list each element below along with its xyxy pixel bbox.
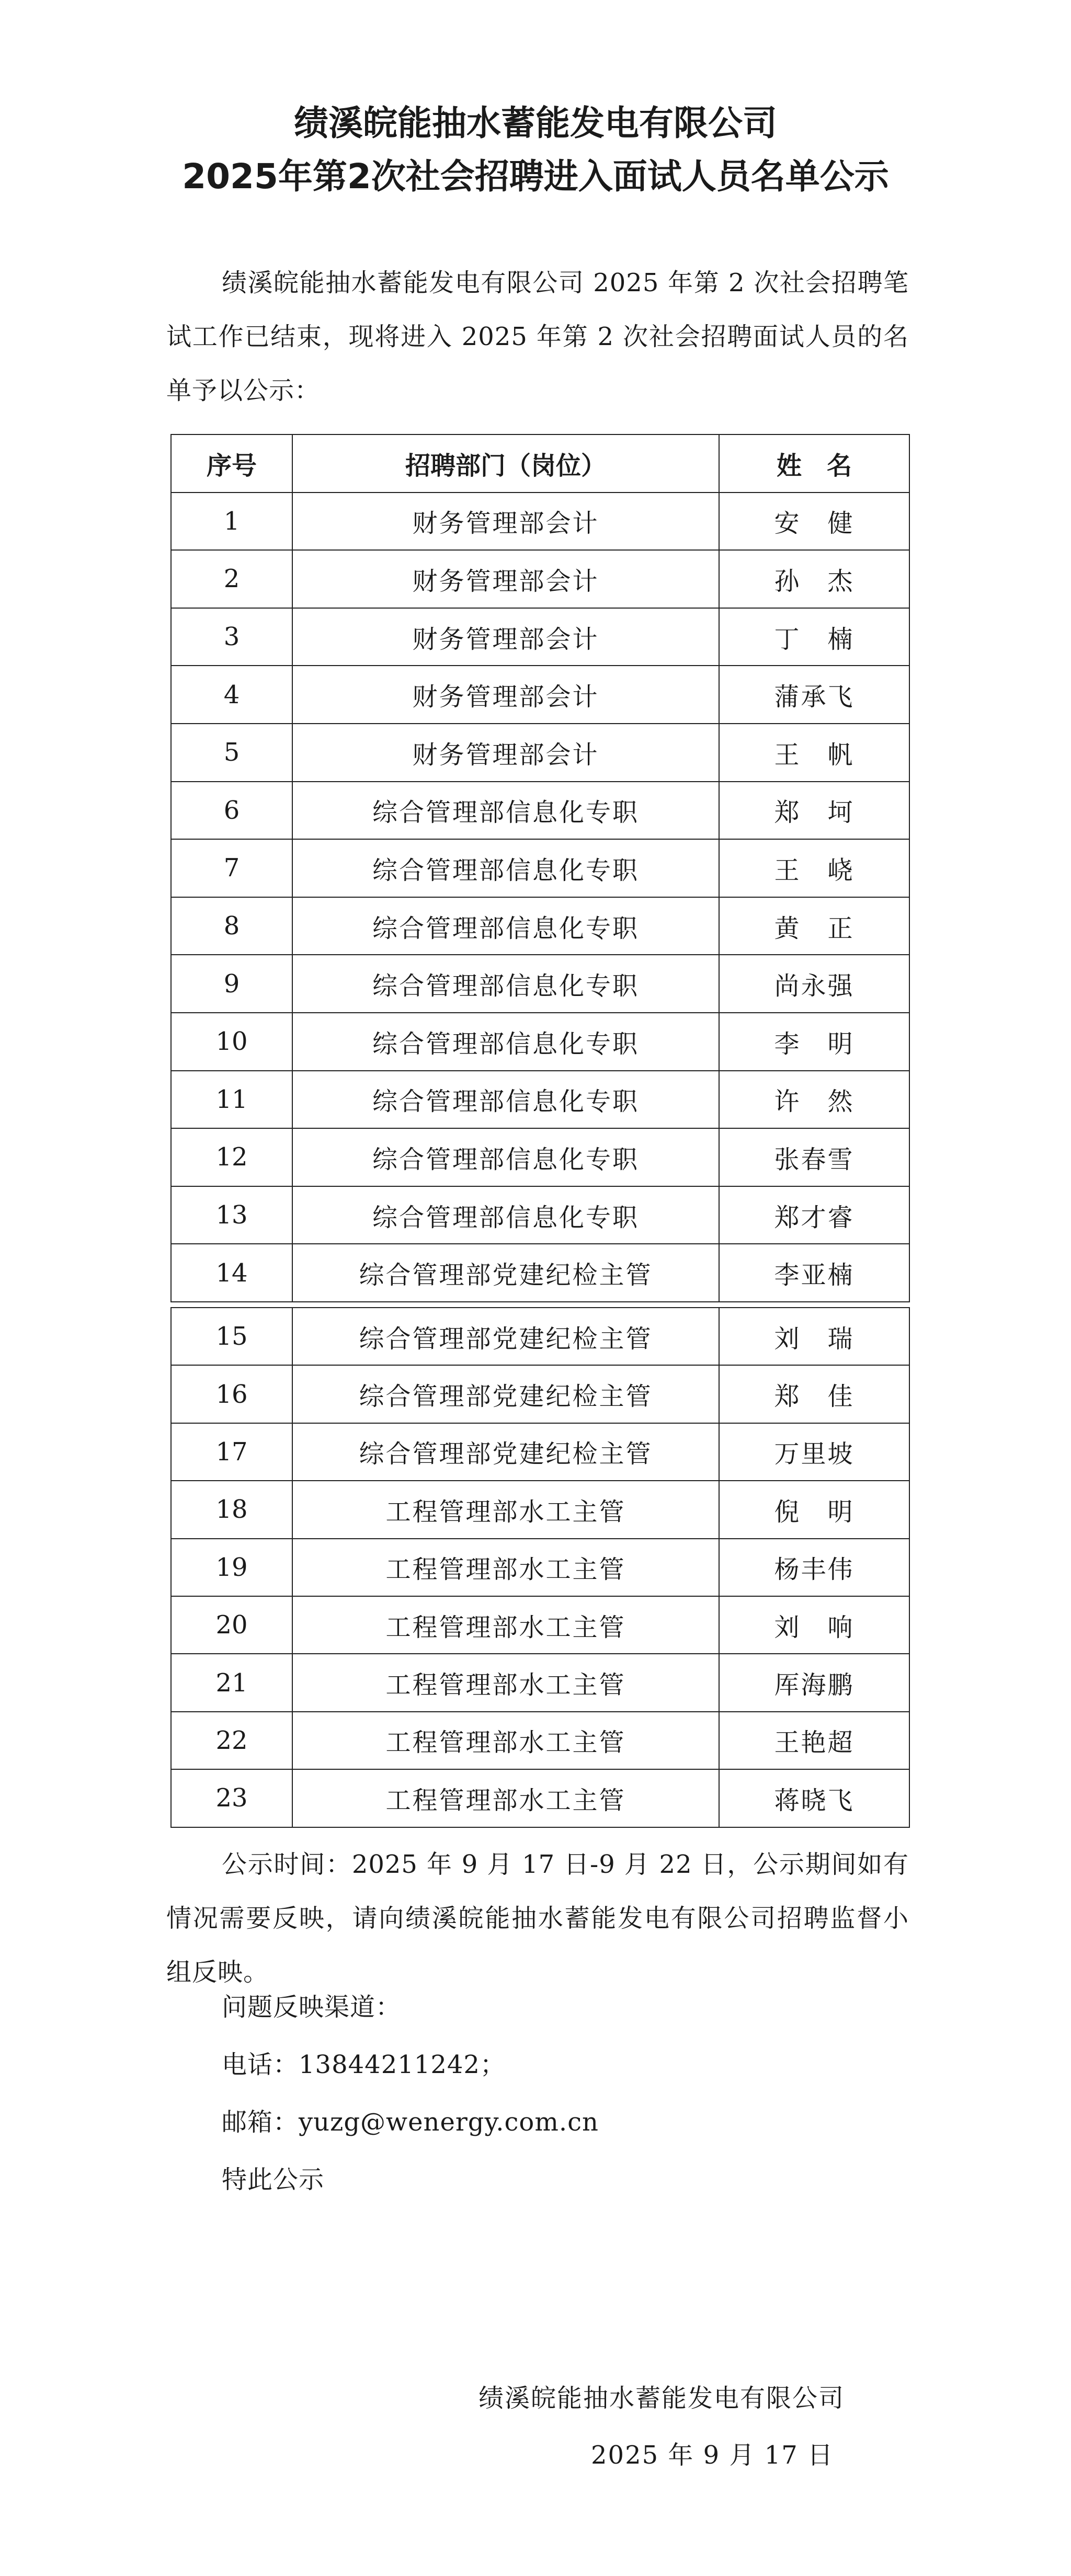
table-row [171, 1071, 909, 1129]
row-department: 工程管理部水工主管 [292, 1539, 719, 1596]
channels-label: 问题反映渠道： [222, 1993, 402, 2022]
row-name: 郑 坷 [719, 782, 909, 840]
row-index: 12 [171, 1128, 292, 1186]
contact-phone: 电话：13844211242； [222, 2050, 506, 2079]
row-department: 综合管理部信息化专职 [292, 1128, 719, 1186]
table-row [171, 839, 909, 897]
row-department: 工程管理部水工主管 [292, 1596, 719, 1654]
table-row [171, 1186, 909, 1244]
row-name: 蒲承飞 [719, 666, 909, 724]
row-index: 16 [171, 1365, 292, 1423]
document-title-line1: 绩溪皖能抽水蓄能发电有限公司 [294, 103, 777, 143]
row-index: 10 [171, 1013, 292, 1071]
row-name: 李亚楠 [719, 1244, 909, 1302]
row-department: 综合管理部信息化专职 [292, 955, 719, 1013]
row-name: 刘 瑞 [719, 1308, 909, 1365]
row-index: 23 [171, 1769, 292, 1827]
row-index: 19 [171, 1539, 292, 1596]
table-row [171, 1308, 909, 1365]
table-row [171, 1013, 909, 1071]
row-department: 综合管理部党建纪检主管 [292, 1365, 719, 1423]
row-department: 综合管理部党建纪检主管 [292, 1244, 719, 1302]
row-name: 蒋晓飞 [719, 1769, 909, 1827]
signature-company: 绩溪皖能抽水蓄能发电有限公司 [478, 2384, 845, 2413]
row-name: 张春雪 [719, 1128, 909, 1186]
notice-period-paragraph: 公示时间：2025 年 9 月 17 日-9 月 22 日，公示期间如有情况需要反映，请向绩溪皖能抽水蓄能发电有限公司招聘监督小组反映。 [166, 1850, 909, 1987]
row-name: 李 明 [719, 1013, 909, 1071]
table-header-row [171, 434, 909, 493]
row-index: 21 [171, 1654, 292, 1711]
table-row [171, 897, 909, 955]
row-department: 综合管理部信息化专职 [292, 1186, 719, 1244]
row-department: 工程管理部水工主管 [292, 1769, 719, 1827]
table-row [171, 1481, 909, 1538]
row-name: 郑才睿 [719, 1186, 909, 1244]
table-row [171, 1539, 909, 1596]
row-department: 综合管理部信息化专职 [292, 782, 719, 840]
row-department: 综合管理部信息化专职 [292, 897, 719, 955]
row-department: 综合管理部信息化专职 [292, 839, 719, 897]
closing-text: 特此公示 [222, 2165, 325, 2194]
row-index: 8 [171, 897, 292, 955]
row-department: 财务管理部会计 [292, 608, 719, 666]
table-row [171, 1712, 909, 1769]
table-row [171, 666, 909, 724]
row-name: 丁 楠 [719, 608, 909, 666]
row-index: 5 [171, 724, 292, 782]
document-title-line2: 2025年第2次社会招聘进入面试人员名单公示 [182, 156, 889, 197]
row-index: 9 [171, 955, 292, 1013]
table-row [171, 550, 909, 608]
row-index: 6 [171, 782, 292, 840]
row-department: 财务管理部会计 [292, 724, 719, 782]
row-index: 18 [171, 1481, 292, 1538]
row-department: 工程管理部水工主管 [292, 1712, 719, 1769]
row-name: 杨丰伟 [719, 1539, 909, 1596]
table-row [171, 1128, 909, 1186]
row-department: 综合管理部信息化专职 [292, 1013, 719, 1071]
row-name: 厍海鹏 [719, 1654, 909, 1711]
table-row [171, 608, 909, 666]
table-row [171, 782, 909, 840]
row-department: 财务管理部会计 [292, 666, 719, 724]
table-row [171, 1365, 909, 1423]
row-name: 刘 响 [719, 1596, 909, 1654]
header-index: 序号 [171, 434, 292, 493]
row-index: 7 [171, 839, 292, 897]
row-name: 黄 正 [719, 897, 909, 955]
row-index: 4 [171, 666, 292, 724]
row-department: 财务管理部会计 [292, 493, 719, 551]
table-row [171, 1423, 909, 1481]
row-index: 17 [171, 1423, 292, 1481]
table-row [171, 955, 909, 1013]
row-name: 王 帆 [719, 724, 909, 782]
candidate-table-part1 [170, 434, 910, 1302]
row-index: 3 [171, 608, 292, 666]
row-department: 综合管理部党建纪检主管 [292, 1423, 719, 1481]
row-department: 综合管理部党建纪检主管 [292, 1308, 719, 1365]
table-row [171, 1244, 909, 1302]
row-department: 工程管理部水工主管 [292, 1481, 719, 1538]
header-department: 招聘部门（岗位） [292, 434, 719, 493]
table-row [171, 1769, 909, 1827]
row-name: 倪 明 [719, 1481, 909, 1538]
row-name: 孙 杰 [719, 550, 909, 608]
row-index: 22 [171, 1712, 292, 1769]
candidate-table-part2 [170, 1307, 910, 1828]
table-row [171, 1596, 909, 1654]
row-name: 王艳超 [719, 1712, 909, 1769]
row-index: 1 [171, 493, 292, 551]
row-index: 13 [171, 1186, 292, 1244]
row-department: 财务管理部会计 [292, 550, 719, 608]
row-index: 2 [171, 550, 292, 608]
intro-paragraph: 绩溪皖能抽水蓄能发电有限公司 2025 年第 2 次社会招聘笔试工作已结束，现将进入 2025 年第 2 次社会招聘面试人员的名单予以公示： [166, 268, 909, 405]
row-name: 郑 佳 [719, 1365, 909, 1423]
table-row [171, 493, 909, 551]
row-index: 14 [171, 1244, 292, 1302]
row-name: 万里坡 [719, 1423, 909, 1481]
table-row [171, 724, 909, 782]
signature-date: 2025 年 9 月 17 日 [591, 2441, 834, 2470]
row-department: 综合管理部信息化专职 [292, 1071, 719, 1129]
row-index: 15 [171, 1308, 292, 1365]
row-name: 许 然 [719, 1071, 909, 1129]
row-name: 王 峣 [719, 839, 909, 897]
row-name: 尚永强 [719, 955, 909, 1013]
row-department: 工程管理部水工主管 [292, 1654, 719, 1711]
header-name: 姓 名 [719, 434, 909, 493]
row-index: 20 [171, 1596, 292, 1654]
contact-email: 邮箱：yuzg@wenergy.com.cn [222, 2108, 599, 2137]
row-index: 11 [171, 1071, 292, 1129]
table-row [171, 1654, 909, 1711]
row-name: 安 健 [719, 493, 909, 551]
